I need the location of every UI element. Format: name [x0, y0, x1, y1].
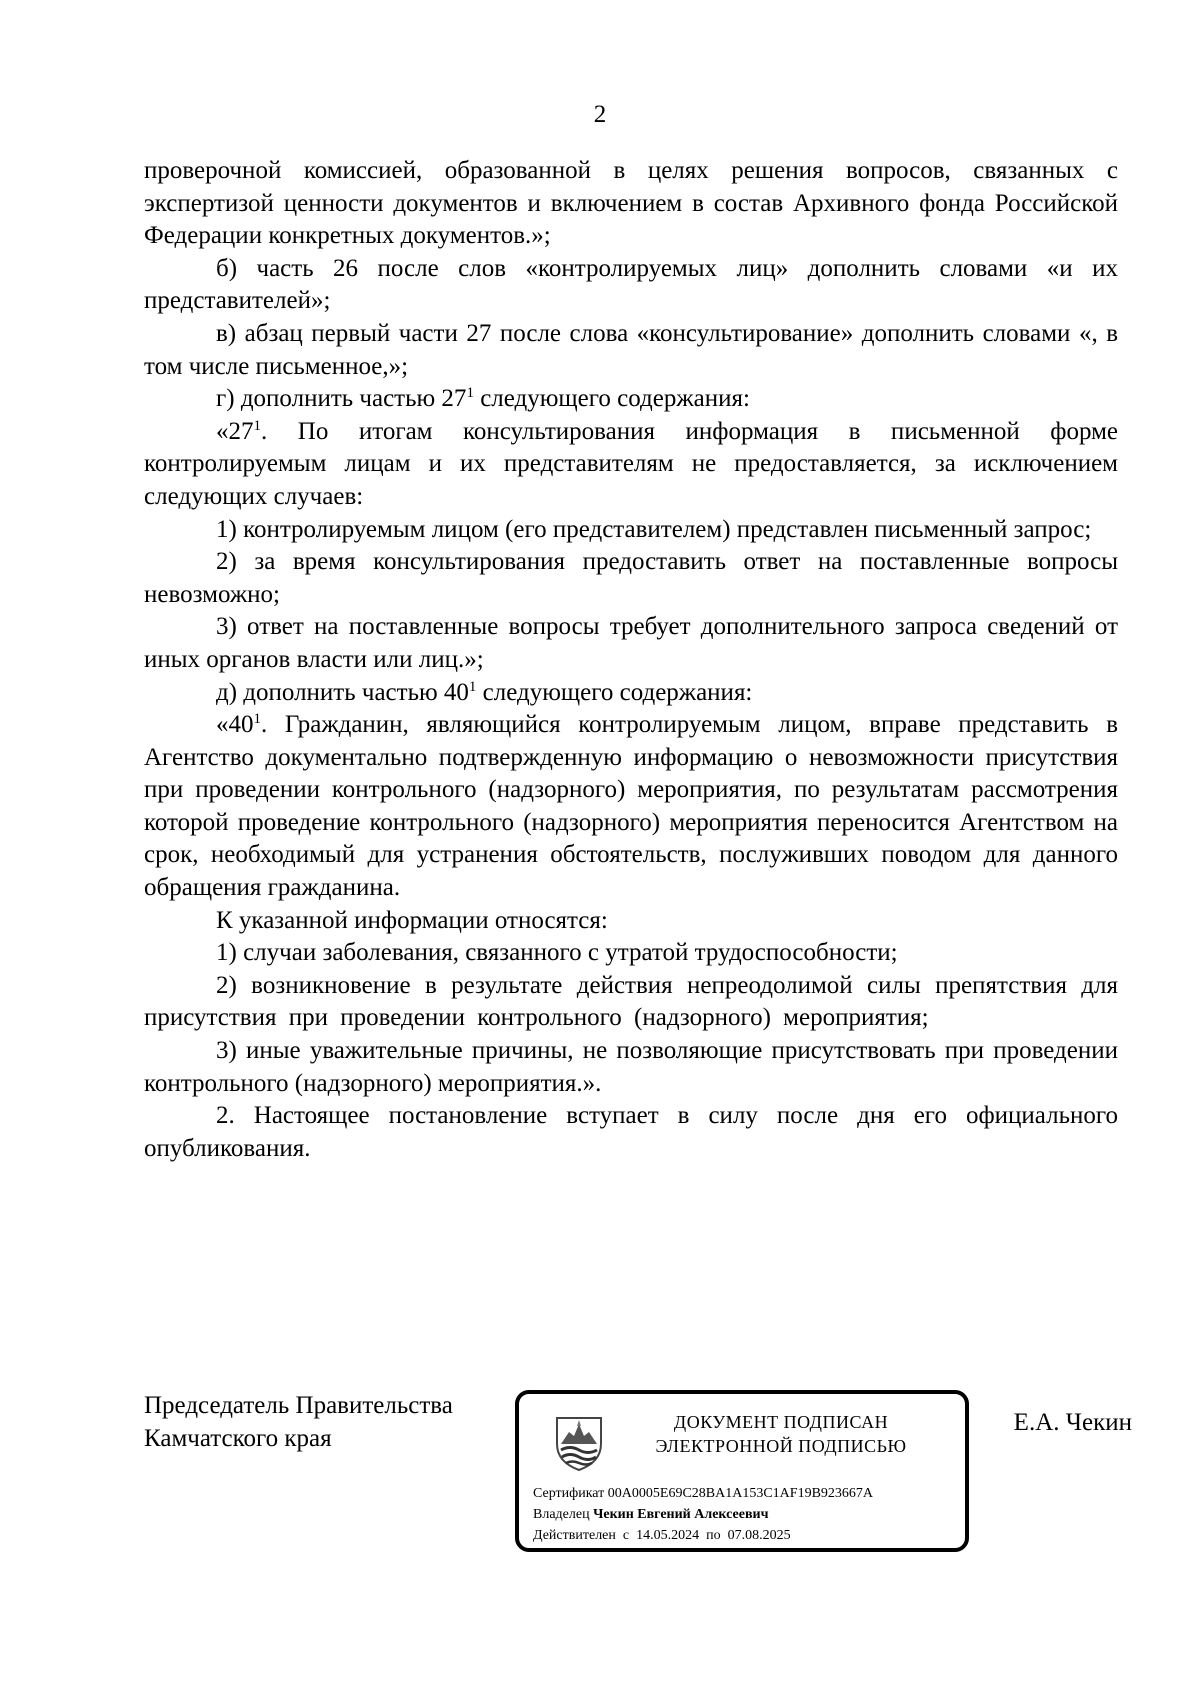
- kamchatka-coat-of-arms-icon: [553, 1414, 605, 1472]
- certificate-value: 00A0005E69C28BA1A153C1AF19B923667A: [607, 1486, 874, 1501]
- paragraph: 3) иные уважительные причины, не позволяющие присутствовать при проведении контрольного (надзорного) мероприятия.».: [144, 1037, 1118, 1097]
- signer-title-line-1: Председатель Правительства: [144, 1392, 453, 1419]
- stamp-heading-line-1: ДОКУМЕНТ ПОДПИСАН: [673, 1412, 889, 1432]
- stamp-heading: [619, 1410, 943, 1458]
- paragraph: [144, 383, 1118, 416]
- paragraph-text: г) дополнить частью 27: [216, 385, 467, 413]
- paragraph-text: . Гражданин, являющийся контролируемым лицом, вправе представить в Агентство документально подтвержденную информацию о невозможности присутствия при проведении контрольного (надзорного) мероприятия, по результатам рассмотрения которой проведение контрольного (надзорного) мероприятия переносится Агентством на срок, необходимый для устранения обстоятельств, послуживших поводом для данного обращения гражданина.: [144, 711, 1118, 902]
- page-number: 2: [593, 101, 607, 128]
- certificate-label: Сертификат: [533, 1486, 605, 1501]
- paragraph: б) часть 26 после слов «контролируемых лиц» дополнить словами «и их представителей»;: [144, 254, 1118, 315]
- paragraph: К указанной информации относятся:: [216, 906, 608, 934]
- paragraph-text: следующего содержания:: [473, 385, 750, 413]
- paragraph-text: д) дополнить частью 40: [216, 678, 469, 706]
- paragraph: [144, 416, 1118, 514]
- owner-value: Чекин Евгений Алексеевич: [593, 1507, 769, 1522]
- paragraph: 2) за время консультирования предоставить ответ на поставленные вопросы невозможно;: [144, 548, 1118, 608]
- valid-from-label: с: [622, 1528, 630, 1543]
- paragraph: [144, 709, 1118, 905]
- paragraph-text: «27: [216, 417, 254, 445]
- paragraph: 1) контролируемым лицом (его представителем) представлен письменный запрос;: [216, 515, 1092, 543]
- valid-to: 07.08.2025: [727, 1528, 791, 1543]
- signer-title: [144, 1390, 453, 1455]
- stamp-validity-row: [533, 1525, 873, 1546]
- paragraph-text: . По итогам консультирования информация в письменной форме контролируемым лицам и их представителям не предоставляется, за исключением следующих случаев:: [144, 417, 1118, 510]
- superscript: 1: [468, 678, 477, 695]
- stamp-details: [533, 1483, 873, 1546]
- valid-label: Действителен: [533, 1528, 616, 1543]
- signer-name: Е.А. Чекин: [1013, 1409, 1132, 1436]
- valid-from: 14.05.2024: [636, 1528, 700, 1543]
- paragraph: в) абзац первый части 27 после слова «консультирование» дополнить словами «, в том числе письменное,»;: [144, 319, 1118, 380]
- superscript: 1: [253, 417, 261, 434]
- paragraph-text: следующего содержания:: [476, 678, 753, 706]
- document-body: [144, 155, 1118, 1165]
- owner-label: Владелец: [533, 1507, 590, 1522]
- stamp-certificate-row: [533, 1483, 873, 1504]
- paragraph: 3) ответ на поставленные вопросы требует дополнительного запроса сведений от иных органов власти или лиц.»;: [144, 613, 1118, 673]
- valid-to-label: по: [706, 1528, 721, 1543]
- superscript: 1: [466, 385, 474, 402]
- electronic-signature-stamp: [515, 1390, 969, 1552]
- paragraph: [144, 677, 1118, 710]
- paragraph: 2. Настоящее постановление вступает в силу после дня его официального опубликования.: [144, 1102, 1118, 1162]
- paragraph: проверочной комиссией, образованной в целях решения вопросов, связанных с экспертизой ценности документов и включением в состав Архивного фонда Российской Федерации конкретных документов.»;: [144, 157, 1118, 250]
- stamp-owner-row: [533, 1504, 873, 1525]
- paragraph: 1) случаи заболевания, связанного с утратой трудоспособности;: [216, 939, 898, 967]
- superscript: 1: [253, 711, 261, 728]
- paragraph-text: «40: [216, 711, 254, 739]
- stamp-heading-line-2: ЭЛЕКТРОННОЙ ПОДПИСЬЮ: [655, 1436, 907, 1456]
- signer-title-line-2: Камчатского края: [144, 1424, 332, 1452]
- paragraph: 2) возникновение в результате действия непреодолимой силы препятствия для присутствия при проведении контрольного (надзорного) мероприятия;: [144, 971, 1118, 1032]
